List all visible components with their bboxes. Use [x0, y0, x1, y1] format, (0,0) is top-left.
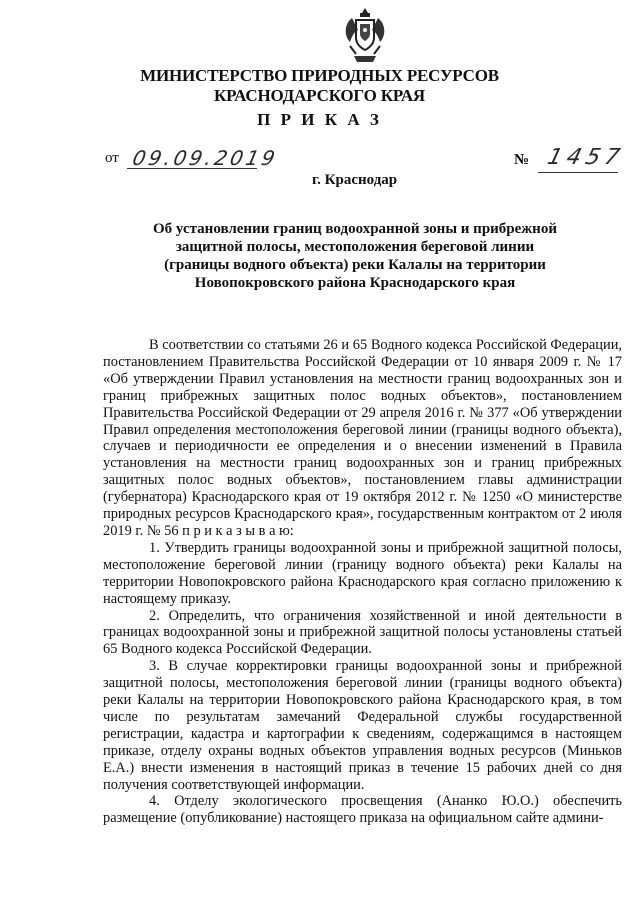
handwritten-number: 1457 — [544, 145, 628, 170]
order-subject: Об установлении границ водоохранной зоны и прибрежной защитной полосы, местоположения береговой линии (границы водного объекта) реки Калалы на территории Новопокровского района Краснодарского края — [153, 221, 557, 291]
number-prefix: № — [514, 152, 530, 168]
clause-2-paragraph: 2. Определить, что ограничения хозяйственной и иной деятельности в границах водоохранной зоны и прибрежной защитной полосы установлены статьей 65 Водного кодекса Российской Федерации. — [103, 607, 622, 658]
clause-3-paragraph: 3. В случае корректировки границы водоохранной зоны и прибрежной защитной полосы, местоположения береговой линии (границы водного объекта) реки Калалы на территории Новопокровского района Краснодарского края, в том числе по результатам замечаний Федеральной службы государственной регистрации, кадастра и картографии к сведениям, содержащимся в настоящем приказе, отделу охраны водных объектов управления водных ресурсов (Миньков Е.А.) внести изменения в настоящий приказ в течение 15 рабочих дней со дня получения соответствующей информации. — [103, 658, 622, 793]
number-underline — [538, 172, 618, 173]
city-name: г. Краснодар — [312, 172, 398, 188]
ministry-name-line1: МИНИСТЕРСТВО ПРИРОДНЫХ РЕСУРСОВ — [140, 66, 499, 85]
handwritten-date: 09.09.2019 — [130, 146, 281, 170]
coat-of-arms-icon — [342, 6, 388, 66]
date-prefix: от — [105, 150, 119, 166]
clause-4-paragraph: 4. Отделу экологического просвещения (Ананко Ю.О.) обеспечить размещение (опубликование) настоящего приказа на официальном сайте админи- — [103, 793, 622, 827]
order-body — [103, 337, 622, 827]
clause-1-paragraph: 1. Утвердить границы водоохранной зоны и прибрежной защитной полосы, местоположение береговой линии (границу водного объекта) реки Калалы на территории Новопокровского района Краснодарского края согласно приложению к настоящему приказу. — [103, 539, 622, 607]
document-type-title: П Р И К А З — [257, 110, 382, 129]
ministry-name-line2: КРАСНОДАРСКОГО КРАЯ — [214, 86, 425, 105]
preamble-paragraph: В соответствии со статьями 26 и 65 Водного кодекса Российской Федерации, постановлением Правительства Российской Федерации от 10 января 2009 г. № 17 «Об утверждении Правил установления на местности границ водоохранных зон и границ прибрежных защитных полос водных объектов», постановлением Правительства Российской Федерации от 29 апреля 2016 г. № 377 «Об утверждении Правил определения местоположения береговой линии (границы водного объекта), случаев и периодичности ее определения и о внесении изменений в Правила установления на местности границ водоохранных зон и границ прибрежных защитных полос водных объектов», постановлением главы администрации (губернатора) Краснодарского края от 19 октября 2012 г. № 1250 «О министерстве природных ресурсов Краснодарского края», государственным контрактом от 2 июля 2019 г. № 56 п р и к а з ы в а ю: — [103, 337, 622, 539]
